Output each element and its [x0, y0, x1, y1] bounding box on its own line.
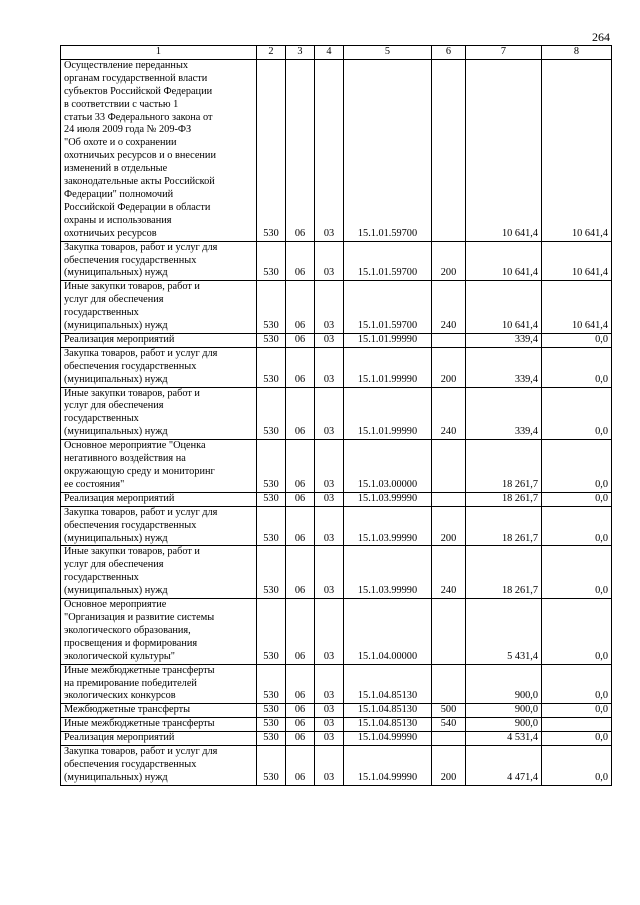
target-article-cell: 15.1.01.59700: [344, 281, 432, 334]
row-name-cell: Осуществление переданных органам государственной власти субъектов Российской Федерации в соответствии с частью 1 статьи 33 Федерального закона от 24 июля 2009 года № 209-ФЗ "Об охоте и о сохранении охотничьих ресурсов и о внесении изменений в отдельные законодательные акты Российской Федерации" полномочий Российской Федерации в области охраны и использования охотничьих ресурсов: [61, 59, 257, 241]
table-row: [61, 347, 612, 387]
section-code-cell: 06: [286, 546, 315, 599]
amount-year1-cell: 339,4: [466, 333, 542, 347]
row-name-cell: Иные закупки товаров, работ и услуг для обеспечения государственных (муниципальных) нужд: [61, 387, 257, 440]
ministry-code-cell: 530: [257, 718, 286, 732]
expense-type-cell: 240: [432, 387, 466, 440]
target-article-cell: 15.1.04.99990: [344, 746, 432, 786]
row-name-cell: Реализация мероприятий: [61, 732, 257, 746]
ministry-code-cell: 530: [257, 732, 286, 746]
target-article-cell: 15.1.04.99990: [344, 732, 432, 746]
amount-year2-cell: 0,0: [542, 546, 612, 599]
page-number: 264: [592, 30, 610, 44]
amount-year2-cell: 0,0: [542, 347, 612, 387]
expense-type-cell: [432, 664, 466, 704]
expense-type-cell: 200: [432, 241, 466, 281]
subsection-code-cell: 03: [315, 732, 344, 746]
subsection-code-cell: 03: [315, 546, 344, 599]
row-name-cell: Закупка товаров, работ и услуг для обеспечения государственных (муниципальных) нужд: [61, 506, 257, 546]
row-name-cell: Реализация мероприятий: [61, 492, 257, 506]
row-name-cell: Реализация мероприятий: [61, 333, 257, 347]
amount-year2-cell: 0,0: [542, 492, 612, 506]
amount-year2-cell: 10 641,4: [542, 281, 612, 334]
ministry-code-cell: 530: [257, 704, 286, 718]
expense-type-cell: [432, 599, 466, 665]
ministry-code-cell: 530: [257, 59, 286, 241]
expense-type-cell: 200: [432, 347, 466, 387]
ministry-code-cell: 530: [257, 347, 286, 387]
row-name-cell: Закупка товаров, работ и услуг для обеспечения государственных (муниципальных) нужд: [61, 347, 257, 387]
amount-year1-cell: 18 261,7: [466, 492, 542, 506]
subsection-code-cell: 03: [315, 492, 344, 506]
target-article-cell: 15.1.04.85130: [344, 718, 432, 732]
ministry-code-cell: 530: [257, 281, 286, 334]
target-article-cell: 15.1.01.99990: [344, 333, 432, 347]
ministry-code-cell: 530: [257, 546, 286, 599]
amount-year1-cell: 900,0: [466, 718, 542, 732]
column-header: 5: [344, 46, 432, 60]
target-article-cell: 15.1.04.85130: [344, 664, 432, 704]
row-name-cell: Закупка товаров, работ и услуг для обеспечения государственных (муниципальных) нужд: [61, 241, 257, 281]
target-article-cell: 15.1.03.99990: [344, 492, 432, 506]
budget-table: [60, 45, 612, 786]
subsection-code-cell: 03: [315, 281, 344, 334]
target-article-cell: 15.1.01.99990: [344, 387, 432, 440]
row-name-cell: Иные закупки товаров, работ и услуг для обеспечения государственных (муниципальных) нужд: [61, 281, 257, 334]
expense-type-cell: 500: [432, 704, 466, 718]
amount-year2-cell: 0,0: [542, 664, 612, 704]
expense-type-cell: [432, 492, 466, 506]
amount-year1-cell: 18 261,7: [466, 506, 542, 546]
amount-year1-cell: 10 641,4: [466, 59, 542, 241]
amount-year2-cell: 0,0: [542, 387, 612, 440]
amount-year2-cell: 10 641,4: [542, 241, 612, 281]
ministry-code-cell: 530: [257, 241, 286, 281]
subsection-code-cell: 03: [315, 704, 344, 718]
target-article-cell: 15.1.01.59700: [344, 241, 432, 281]
amount-year1-cell: 900,0: [466, 664, 542, 704]
table-row: [61, 241, 612, 281]
column-header: 3: [286, 46, 315, 60]
section-code-cell: 06: [286, 704, 315, 718]
subsection-code-cell: 03: [315, 746, 344, 786]
table-row: [61, 440, 612, 493]
table-row: [61, 387, 612, 440]
amount-year2-cell: 10 641,4: [542, 59, 612, 241]
subsection-code-cell: 03: [315, 718, 344, 732]
amount-year2-cell: 0,0: [542, 704, 612, 718]
subsection-code-cell: 03: [315, 664, 344, 704]
amount-year2-cell: 0,0: [542, 599, 612, 665]
ministry-code-cell: 530: [257, 599, 286, 665]
ministry-code-cell: 530: [257, 333, 286, 347]
amount-year1-cell: 10 641,4: [466, 241, 542, 281]
amount-year1-cell: 339,4: [466, 387, 542, 440]
table-row: [61, 664, 612, 704]
amount-year2-cell: 0,0: [542, 333, 612, 347]
section-code-cell: 06: [286, 333, 315, 347]
expense-type-cell: 240: [432, 281, 466, 334]
table-row: [61, 746, 612, 786]
section-code-cell: 06: [286, 241, 315, 281]
subsection-code-cell: 03: [315, 599, 344, 665]
ministry-code-cell: 530: [257, 440, 286, 493]
amount-year2-cell: 0,0: [542, 440, 612, 493]
section-code-cell: 06: [286, 664, 315, 704]
section-code-cell: 06: [286, 387, 315, 440]
section-code-cell: 06: [286, 718, 315, 732]
table-row: [61, 704, 612, 718]
section-code-cell: 06: [286, 732, 315, 746]
subsection-code-cell: 03: [315, 241, 344, 281]
amount-year1-cell: 18 261,7: [466, 546, 542, 599]
subsection-code-cell: 03: [315, 59, 344, 241]
section-code-cell: 06: [286, 746, 315, 786]
target-article-cell: 15.1.03.00000: [344, 440, 432, 493]
subsection-code-cell: 03: [315, 440, 344, 493]
ministry-code-cell: 530: [257, 492, 286, 506]
expense-type-cell: [432, 732, 466, 746]
target-article-cell: 15.1.01.59700: [344, 59, 432, 241]
section-code-cell: 06: [286, 506, 315, 546]
amount-year1-cell: 18 261,7: [466, 440, 542, 493]
expense-type-cell: 200: [432, 506, 466, 546]
row-name-cell: Основное мероприятие "Оценка негативного воздействия на окружающую среду и мониторинг ее состояния": [61, 440, 257, 493]
table-row: [61, 506, 612, 546]
column-header: 2: [257, 46, 286, 60]
table-row: [61, 718, 612, 732]
ministry-code-cell: 530: [257, 506, 286, 546]
row-name-cell: Иные закупки товаров, работ и услуг для обеспечения государственных (муниципальных) нужд: [61, 546, 257, 599]
amount-year2-cell: 0,0: [542, 506, 612, 546]
ministry-code-cell: 530: [257, 664, 286, 704]
expense-type-cell: 240: [432, 546, 466, 599]
table-row: [61, 599, 612, 665]
target-article-cell: 15.1.04.85130: [344, 704, 432, 718]
column-header: 1: [61, 46, 257, 60]
subsection-code-cell: 03: [315, 506, 344, 546]
table-row: [61, 492, 612, 506]
amount-year1-cell: 339,4: [466, 347, 542, 387]
section-code-cell: 06: [286, 599, 315, 665]
amount-year1-cell: 5 431,4: [466, 599, 542, 665]
amount-year1-cell: 4 531,4: [466, 732, 542, 746]
expense-type-cell: 200: [432, 746, 466, 786]
row-name-cell: Основное мероприятие "Организация и развитие системы экологического образования, просвещения и формирования экологической культуры": [61, 599, 257, 665]
column-header: 8: [542, 46, 612, 60]
section-code-cell: 06: [286, 440, 315, 493]
table-row: [61, 281, 612, 334]
amount-year2-cell: 0,0: [542, 746, 612, 786]
subsection-code-cell: 03: [315, 387, 344, 440]
subsection-code-cell: 03: [315, 347, 344, 387]
column-header-row: [61, 46, 612, 60]
section-code-cell: 06: [286, 347, 315, 387]
expense-type-cell: [432, 333, 466, 347]
subsection-code-cell: 03: [315, 333, 344, 347]
expense-type-cell: [432, 440, 466, 493]
section-code-cell: 06: [286, 492, 315, 506]
row-name-cell: Иные межбюджетные трансферты на премирование победителей экологических конкурсов: [61, 664, 257, 704]
amount-year1-cell: 900,0: [466, 704, 542, 718]
column-header: 6: [432, 46, 466, 60]
table-row: [61, 59, 612, 241]
amount-year1-cell: 10 641,4: [466, 281, 542, 334]
column-header: 4: [315, 46, 344, 60]
target-article-cell: 15.1.01.99990: [344, 347, 432, 387]
table-row: [61, 732, 612, 746]
row-name-cell: Закупка товаров, работ и услуг для обеспечения государственных (муниципальных) нужд: [61, 746, 257, 786]
target-article-cell: 15.1.03.99990: [344, 506, 432, 546]
section-code-cell: 06: [286, 281, 315, 334]
row-name-cell: Межбюджетные трансферты: [61, 704, 257, 718]
amount-year2-cell: 0,0: [542, 732, 612, 746]
amount-year2-cell: [542, 718, 612, 732]
expense-type-cell: [432, 59, 466, 241]
amount-year1-cell: 4 471,4: [466, 746, 542, 786]
row-name-cell: Иные межбюджетные трансферты: [61, 718, 257, 732]
table-row: [61, 333, 612, 347]
table-row: [61, 546, 612, 599]
section-code-cell: 06: [286, 59, 315, 241]
target-article-cell: 15.1.04.00000: [344, 599, 432, 665]
column-header: 7: [466, 46, 542, 60]
ministry-code-cell: 530: [257, 387, 286, 440]
table-body: [61, 59, 612, 785]
expense-type-cell: 540: [432, 718, 466, 732]
ministry-code-cell: 530: [257, 746, 286, 786]
target-article-cell: 15.1.03.99990: [344, 546, 432, 599]
